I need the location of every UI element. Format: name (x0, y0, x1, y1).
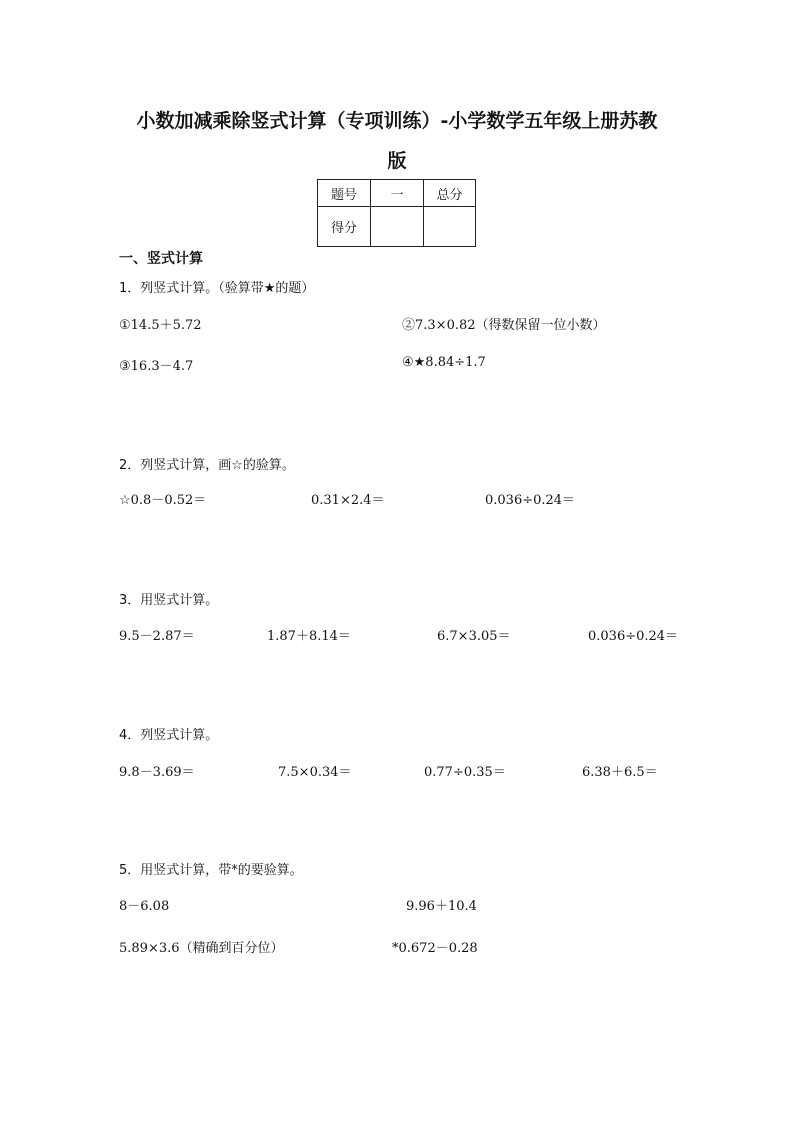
score-cell-part-one[interactable] (371, 207, 424, 247)
question-5-item-3: 5.89×3.6（精确到百分位） (119, 941, 284, 956)
score-row-label: 得分 (318, 207, 371, 247)
score-header-number: 题号 (318, 180, 371, 207)
document-title-line1: 小数加减乘除竖式计算（专项训练）-小学数学五年级上册苏教 (136, 110, 658, 132)
question-1-item-1: ①14.5＋5.72 (119, 318, 202, 333)
score-header-total: 总分 (424, 180, 476, 207)
question-5-item-1: 8－6.08 (119, 899, 170, 914)
score-header-part-one: 一 (371, 180, 424, 207)
question-3-item-2: 1.87＋8.14＝ (267, 629, 351, 644)
question-5-item-4: *0.672－0.28 (392, 941, 478, 956)
question-3-prompt: 3．用竖式计算。 (119, 593, 219, 608)
question-1-item-2: ②7.3×0.82（得数保留一位小数） (402, 318, 606, 333)
question-2-item-2: 0.31×2.4＝ (311, 493, 385, 508)
question-3-item-4: 0.036÷0.24＝ (588, 629, 679, 644)
question-4-item-3: 0.77÷0.35＝ (424, 765, 506, 780)
question-2-prompt: 2．列竖式计算，画☆的验算。 (119, 458, 295, 473)
question-2-item-3: 0.036÷0.24＝ (485, 493, 576, 508)
question-4-item-2: 7.5×0.34＝ (278, 765, 352, 780)
score-cell-total[interactable] (424, 207, 476, 247)
question-4-item-1: 9.8－3.69＝ (119, 765, 195, 780)
question-4-prompt: 4．列竖式计算。 (119, 728, 219, 743)
question-5-prompt: 5．用竖式计算，带*的要验算。 (119, 863, 303, 878)
question-1-item-3: ③16.3－4.7 (119, 359, 194, 374)
document-title-line2: 版 (387, 150, 407, 172)
question-1-prompt: 1．列竖式计算。（验算带★的题） (119, 281, 315, 296)
question-3-item-3: 6.7×3.05＝ (437, 629, 511, 644)
question-4-item-4: 6.38＋6.5＝ (582, 765, 658, 780)
question-2-item-1: ☆0.8－0.52＝ (119, 493, 207, 508)
score-table (317, 179, 476, 247)
question-5-item-2: 9.96＋10.4 (406, 899, 477, 914)
section-heading: 一、竖式计算 (119, 251, 203, 267)
question-1-item-4: ④★8.84÷1.7 (402, 355, 486, 370)
question-3-item-1: 9.5－2.87＝ (119, 629, 195, 644)
